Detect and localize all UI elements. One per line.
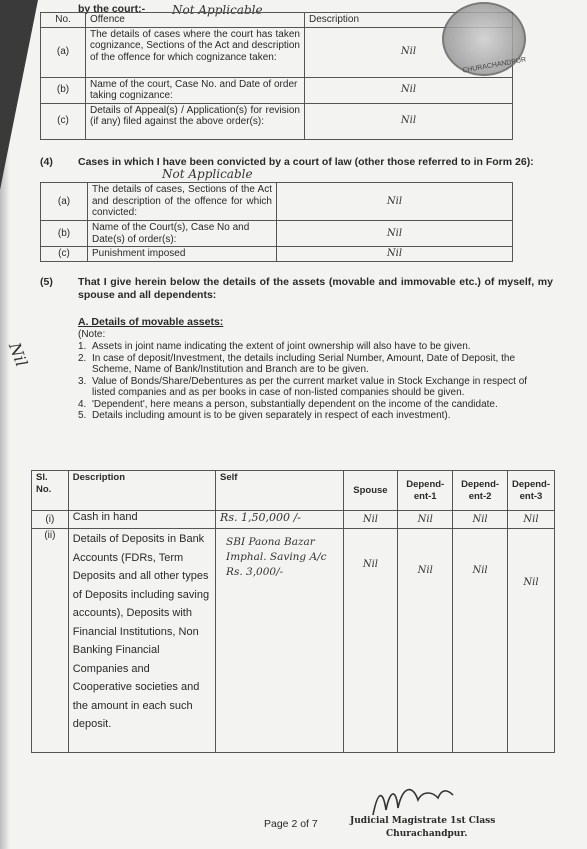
header-dependent-3: Depend-ent-3 (508, 471, 555, 511)
col-description-header: Description (305, 13, 513, 28)
row-no: (c) (41, 103, 86, 139)
row-text: Punishment imposed (88, 247, 277, 262)
row-dependent-1: Nil (398, 529, 453, 753)
section4-handwritten-note: Not Applicable (162, 167, 253, 181)
top-section-title: by the court:- (78, 3, 146, 15)
row-dependent-2: Nil (453, 511, 508, 529)
movable-assets-table (31, 470, 555, 753)
row-no: (a) (41, 183, 88, 221)
row-value: Nil (277, 183, 513, 221)
row-sl: (ii) (32, 529, 69, 753)
row-dependent-1: Nil (398, 511, 453, 529)
header-sl: Sl. No. (32, 471, 69, 511)
note-item: 4. 'Dependent', here means a person, substantially dependent on the income of the candidate. (78, 398, 498, 410)
row-text: Name of the Court(s), Case No and Date(s) of order(s): (88, 221, 277, 247)
header-description: Description (68, 471, 215, 511)
row-self: Rs. 1,50,000 /- (216, 511, 344, 529)
header-self: Self (216, 471, 344, 511)
row-no: (c) (41, 247, 88, 262)
section5-number: (5) (40, 276, 53, 288)
row-description: Details of Deposits in Bank Accounts (FDRs, Term Deposits and all other types of Deposits including saving accounts), Deposits with Financial Institutions, Non Banking Financial Companies and Cooperative societies and the amount in each such deposit. (68, 529, 215, 753)
row-description: Cash in hand (68, 511, 215, 529)
signature-mark (368, 780, 458, 820)
section5-heading: That I give herein below the details of the assets (movable and immovable etc.) of myself, my spouse and all dependents: (78, 276, 553, 301)
row-no: (a) (41, 27, 86, 77)
row-self: SBI Paona Bazar Imphal. Saving A/c Rs. 3,000/- (216, 529, 344, 753)
row-dependent-2: Nil (453, 529, 508, 753)
movable-assets-title: A. Details of movable assets: (78, 316, 224, 328)
seal-text: CHURACHANDPUR (461, 56, 527, 75)
official-place: Churachandpur. (386, 829, 468, 839)
note-item: 3. Value of Bonds/Share/Debentures as per the current market value in Stock Exchange in respect of listed companies and as per books in case of non-listed companies should be given. (78, 375, 528, 398)
margin-scribble: Nil (5, 339, 32, 370)
section4-number: (4) (40, 156, 53, 168)
row-text: The details of cases where the court has taken cognizance, Sections of the Act and description of the offence for which cognizance taken: (86, 27, 305, 77)
row-no: (b) (41, 77, 86, 103)
note-label: (Note: (78, 329, 106, 340)
row-value: Nil (277, 247, 513, 262)
row-value: Nil (305, 103, 513, 139)
note-item: 1. Assets in joint name indicating the extent of joint ownership will also have to be given. (78, 341, 471, 352)
convictions-table (40, 182, 513, 262)
row-dependent-3: Nil (508, 529, 555, 753)
row-value: Nil (277, 221, 513, 247)
note-item: 2. In case of deposit/Investment, the details including Serial Number, Amount, Date of Deposit, the Scheme, Name of Bank/Institution and Branch are to be given. (78, 352, 516, 375)
row-sl: (i) (32, 511, 69, 529)
row-spouse: Nil (343, 511, 398, 529)
row-dependent-3: Nil (508, 511, 555, 529)
page-number: Page 2 of 7 (264, 818, 318, 830)
row-value: Nil (305, 27, 513, 77)
header-dependent-2: Depend-ent-2 (453, 471, 508, 511)
row-no: (b) (41, 221, 88, 247)
row-spouse: Nil (343, 529, 398, 753)
col-offence-header: Offence (86, 13, 305, 28)
header-spouse: Spouse (343, 471, 398, 511)
row-text: Name of the court, Case No. and Date of order taking cognizance: (86, 77, 305, 103)
top-handwritten-note: Not Applicable (172, 3, 263, 17)
row-text: Details of Appeal(s) / Application(s) for revision (if any) filed against the above order(s): (86, 103, 305, 139)
official-designation: Judicial Magistrate 1st Class (350, 816, 496, 826)
header-dependent-1: Depend-ent-1 (398, 471, 453, 511)
note-item: 5. Details including amount is to be given separately in respect of each investment). (78, 410, 451, 421)
notes-list (78, 341, 552, 422)
col-no-header: No. (41, 13, 86, 28)
scan-corner-shadow (0, 0, 38, 190)
section4-heading: Cases in which I have been convicted by a court of law (other those referred to in Form 26): (78, 156, 534, 168)
row-value: Nil (305, 77, 513, 103)
row-text: The details of cases, Sections of the Act and description of the offence for which convicted: (88, 183, 277, 221)
